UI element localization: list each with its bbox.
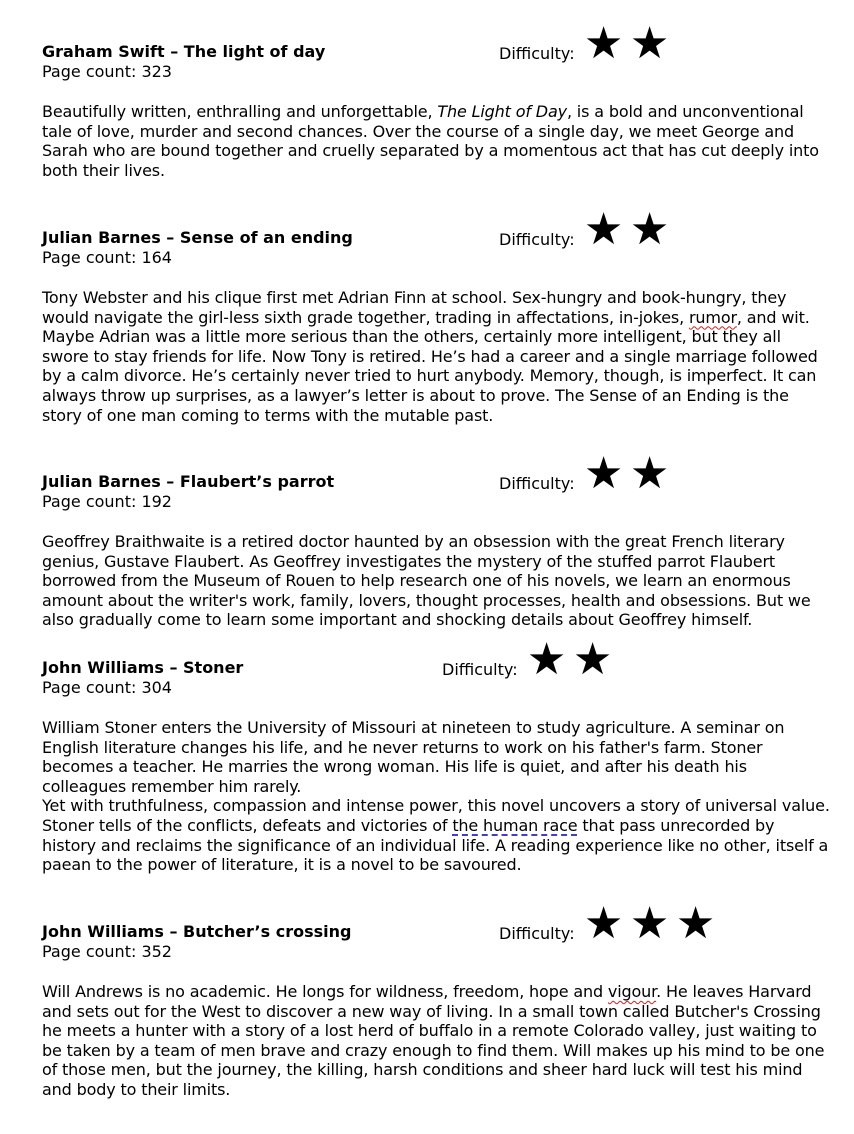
star-icon: ★ bbox=[526, 634, 567, 685]
page-count: Page count: 323 bbox=[42, 62, 172, 81]
book-description: Beautifully written, enthralling and unforgettable, The Light of Day, is a bold and unconventional tale of love, murder and second chances. Over the course of a single day, we meet George and Sarah who are bound together and cruelly separated by a momentous act that has cut deeply into both their lives. bbox=[42, 102, 819, 180]
star-icon: ★ bbox=[583, 448, 624, 499]
italic-title: The Light of Day bbox=[437, 102, 567, 121]
difficulty-stars bbox=[581, 898, 719, 949]
star-icon: ★ bbox=[583, 898, 624, 949]
book-title: Graham Swift – The light of day bbox=[42, 42, 326, 61]
page-count: Page count: 352 bbox=[42, 942, 172, 961]
page-count: Page count: 164 bbox=[42, 248, 172, 267]
star-icon: ★ bbox=[572, 634, 613, 685]
difficulty-stars bbox=[581, 204, 673, 255]
book-title: Julian Barnes – Sense of an ending bbox=[42, 228, 353, 247]
difficulty-stars bbox=[581, 448, 673, 499]
page-count: Page count: 304 bbox=[42, 678, 172, 697]
difficulty-rating bbox=[442, 634, 616, 685]
difficulty-stars bbox=[524, 634, 616, 685]
difficulty-rating bbox=[499, 18, 673, 69]
difficulty-rating bbox=[499, 898, 719, 949]
star-icon: ★ bbox=[675, 898, 716, 949]
book-description bbox=[42, 718, 832, 875]
book-title: Julian Barnes – Flaubert’s parrot bbox=[42, 472, 335, 491]
difficulty-label: Difficulty: bbox=[499, 924, 575, 943]
book-description: Tony Webster and his clique first met Adrian Finn at school. Sex-hungry and book-hungry, they would navigate the girl-less sixth grade together, trading in affectations, in-jokes, rumor, and wit. Maybe Adrian was a little more serious than the others, certainly more intelligent, but they all swore to stay friends for life. Now Tony is retired. He’s had a career and a single marriage followed by a calm divorce. He’s certainly never tried to hurt anybody. Memory, though, is imperfect. It can always throw up surprises, as a lawyer’s letter is about to prove. The Sense of an Ending is the story of one man coming to terms with the mutable past. bbox=[42, 288, 818, 425]
star-icon: ★ bbox=[583, 18, 624, 69]
spellcheck-flagged-word[interactable]: rumor bbox=[688, 307, 737, 327]
page-count: Page count: 192 bbox=[42, 492, 172, 511]
book-description: Geoffrey Braithwaite is a retired doctor haunted by an obsession with the great French literary genius, Gustave Flaubert. As Geoffrey investigates the mystery of the stuffed parrot Flaubert borrowed from the Museum of Rouen to help research one of his novels, we learn an enormous amount about the writer's work, family, lovers, thought processes, health and obsessions. But we also gradually come to learn some important and shocking details about Geoffrey himself. bbox=[42, 532, 811, 630]
difficulty-rating bbox=[499, 448, 673, 499]
star-icon: ★ bbox=[629, 18, 670, 69]
difficulty-label: Difficulty: bbox=[499, 474, 575, 493]
grammar-flagged-phrase[interactable]: the human race bbox=[452, 815, 578, 835]
star-icon: ★ bbox=[629, 448, 670, 499]
difficulty-label: Difficulty: bbox=[499, 44, 575, 63]
difficulty-stars bbox=[581, 18, 673, 69]
difficulty-label: Difficulty: bbox=[442, 660, 518, 679]
book-title: John Williams – Stoner bbox=[42, 658, 244, 677]
book-title: John Williams – Butcher’s crossing bbox=[42, 922, 352, 941]
description-paragraph: William Stoner enters the University of Missouri at nineteen to study agriculture. A seminar on English literature changes his life, and he never returns to work on his father's farm. Stoner becomes a teacher. He marries the wrong woman. His life is quiet, and after his death his colleagues remember him rarely. bbox=[42, 718, 785, 796]
description-paragraph: Yet with truthfulness, compassion and intense power, this novel uncovers a story of universal value. Stoner tells of the conflicts, defeats and victories of the human race that pass unrecorded by history and reclaims the significance of an individual life. A reading experience like no other, itself a paean to the power of literature, it is a novel to be savoured. bbox=[42, 796, 830, 875]
spellcheck-flagged-word[interactable]: vigour bbox=[607, 982, 657, 1001]
star-icon: ★ bbox=[583, 204, 624, 255]
star-icon: ★ bbox=[629, 204, 670, 255]
difficulty-rating bbox=[499, 204, 673, 255]
book-description: Will Andrews is no academic. He longs for wildness, freedom, hope and vigour. He leaves Harvard and sets out for the West to discover a new way of living. In a small town called Butcher's Crossing he meets a hunter with a story of a lost herd of buffalo in a remote Colorado valley, just waiting to be taken by a team of men brave and crazy enough to find them. Will makes up his mind to be one of those men, but the journey, the killing, harsh conditions and sheer hard luck will test his mind and body to their limits. bbox=[42, 982, 825, 1099]
difficulty-label: Difficulty: bbox=[499, 230, 575, 249]
star-icon: ★ bbox=[629, 898, 670, 949]
